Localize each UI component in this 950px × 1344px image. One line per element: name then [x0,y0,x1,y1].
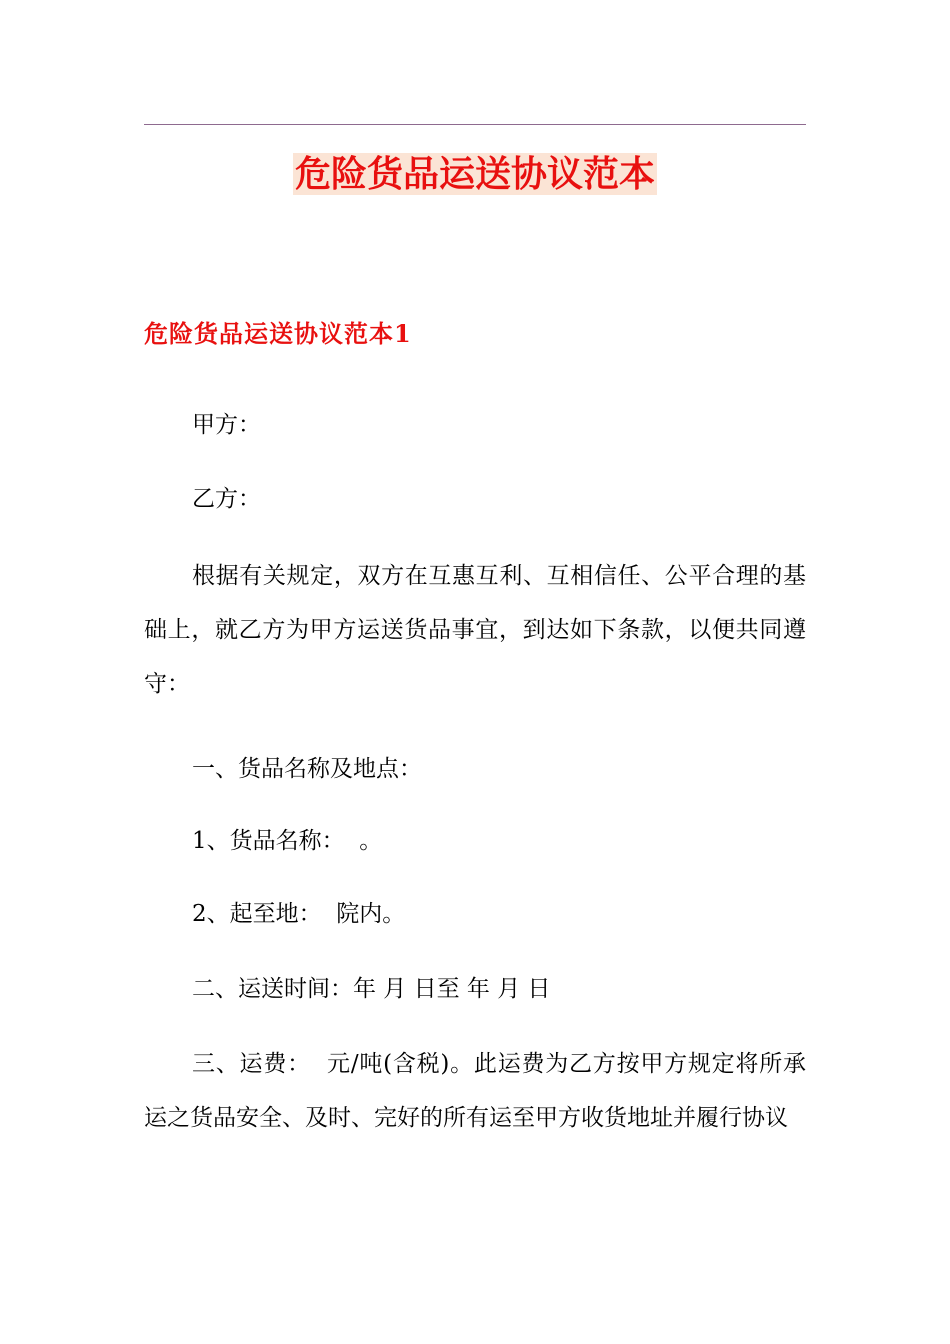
clause-2-transport-time: 二、运送时间：年 月 日至 年 月 日 [192,976,551,1002]
clause-1-item-1: 1、货品名称： 。 [192,828,383,854]
clause-3-freight: 三、运费： 元/吨(含税)。此运费为乙方按甲方规定将所承运之货品安全、及时、完好的所有运至甲方收货地址并履行协议 [144,1051,806,1131]
party-a-line: 甲方： [192,412,261,438]
preamble-paragraph: 根据有关规定，双方在互惠互利、互相信任、公平合理的基础上，就乙方为甲方运送货品事宜，到达如下条款，以便共同遵守： [144,563,806,697]
header-rule [144,124,806,125]
document-title-text: 危险货品运送协议范本 [294,153,655,195]
section-heading: 危险货品运送协议范本1 [144,319,412,348]
clause-1-item-2: 2、起至地： 院内。 [192,901,406,927]
party-b-line: 乙方： [192,486,261,512]
clause-1-heading: 一、货品名称及地点： [192,756,422,782]
document-title [0,150,950,198]
